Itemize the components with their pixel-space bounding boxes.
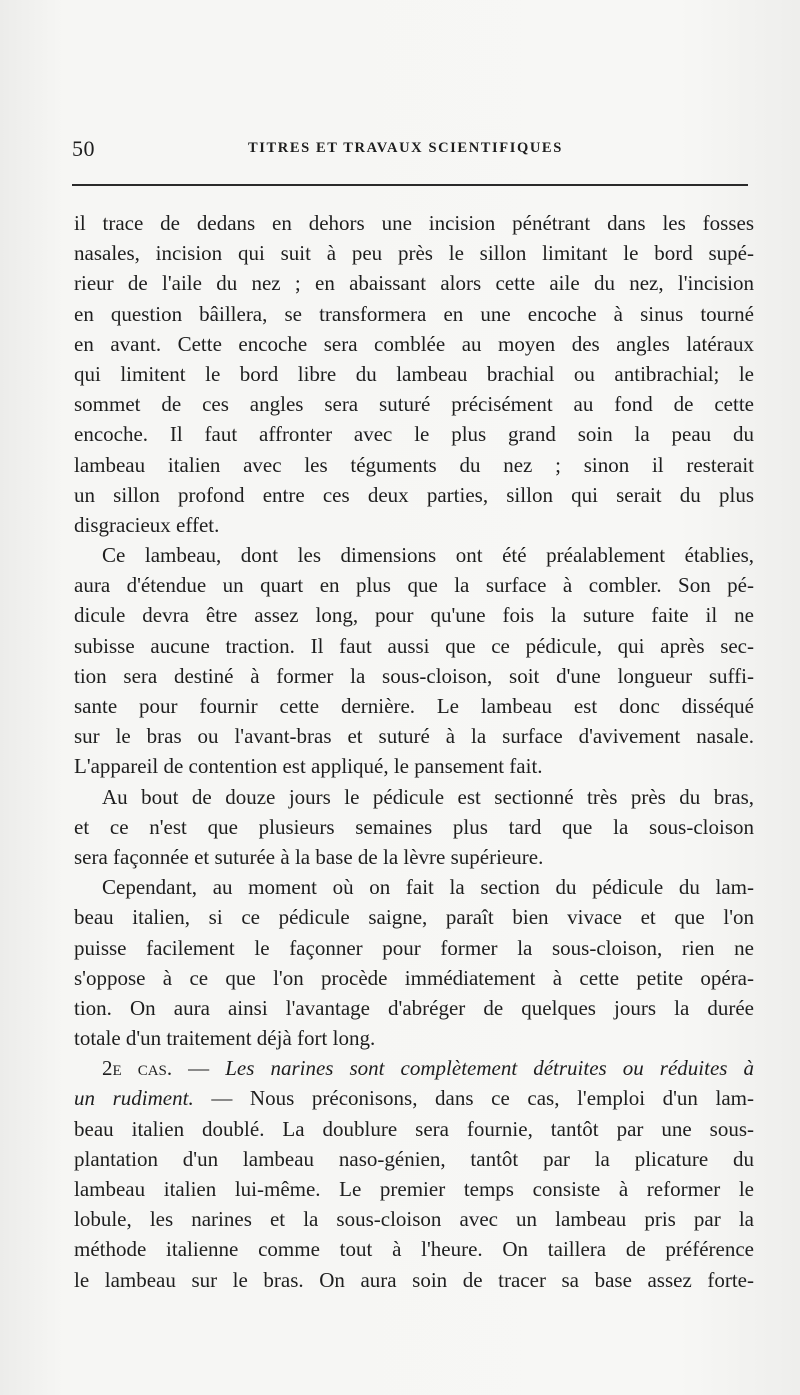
- text-line: lambeau italien avec les téguments du nez ; sinon il resterait: [74, 452, 754, 477]
- text-line: et ce n'est que plusieurs semaines plus tard que la sous-cloison: [74, 814, 754, 839]
- text-line: plantation d'un lambeau naso-génien, tantôt par la plicature du: [74, 1146, 754, 1171]
- text-line: rieur de l'aile du nez ; en abaissant alors cette aile du nez, l'incision: [74, 271, 754, 296]
- text-line: disgracieux effet.: [74, 512, 220, 537]
- text-line: un sillon profond entre ces deux parties, sillon qui serait du plus: [74, 482, 754, 507]
- text-line: beau italien, si ce pédicule saigne, paraît bien vivace et que l'on: [74, 905, 754, 930]
- text-line: sur le bras ou l'avant-bras et suturé à la surface d'avivement nasale.: [74, 724, 754, 749]
- text-line: encoche. Il faut affronter avec le plus grand soin la peau du: [74, 422, 754, 447]
- text-line: subisse aucune traction. Il faut aussi que ce pédicule, qui après sec-: [74, 633, 754, 658]
- text-line: méthode italienne comme tout à l'heure. On taillera de préférence: [74, 1237, 754, 1262]
- text-line: le lambeau sur le bras. On aura soin de tracer sa base assez forte-: [74, 1267, 754, 1292]
- text-line: il trace de dedans en dehors une incision pénétrant dans les fosses: [74, 211, 754, 235]
- text-line: L'appareil de contention est appliqué, le pansement fait.: [74, 754, 543, 779]
- text-line: lambeau italien lui-même. Le premier temps consiste à reformer le: [74, 1177, 754, 1201]
- case-title-line: [74, 1083, 754, 1113]
- text-line: sommet de ces angles sera suturé précisément au fond de cette: [74, 392, 754, 417]
- text-line: beau italien doublé. La doublure sera fournie, tantôt par une sous-: [74, 1116, 754, 1141]
- text-line: s'oppose à ce que l'on procède immédiatement à cette petite opéra-: [74, 965, 754, 990]
- case-label: 2e cas.: [102, 1056, 173, 1081]
- text-line: sante pour fournir cette dernière. Le lambeau est donc disséqué: [74, 694, 754, 718]
- text-line: en avant. Cette encoche sera comblée au moyen des angles latéraux: [74, 331, 754, 356]
- text-line: en question bâillera, se transformera en une encoche à sinus tourné: [74, 301, 754, 326]
- case-dash: —: [172, 1056, 226, 1081]
- text-line: lobule, les narines et la sous-cloison avec un lambeau pris par la: [74, 1207, 754, 1232]
- text-line: dicule devra être assez long, pour qu'une fois la suture faite il ne: [74, 603, 754, 628]
- text-line: tion. On aura ainsi l'avantage d'abréger de quelques jours la durée: [74, 995, 754, 1020]
- case-heading-line: [74, 1053, 754, 1083]
- text-line: qui limitent le bord libre du lambeau brachial ou antibrachial; le: [74, 361, 754, 386]
- text-line: Ce lambeau, dont les dimensions ont été préalablement établies,: [102, 543, 754, 568]
- case-intro-text: — Nous préconisons, dans ce cas, l'emploi d'un lam-: [193, 1086, 755, 1111]
- running-title: TITRES ET TRAVAUX SCIENTIFIQUES: [248, 140, 563, 156]
- text-line: Au bout de douze jours le pédicule est sectionné très près du bras,: [102, 784, 754, 809]
- text-line: puisse facilement le façonner pour former la sous-cloison, rien ne: [74, 935, 754, 960]
- body-text: [74, 208, 754, 1295]
- text-line: nasales, incision qui suit à peu près le sillon limitant le bord supé-: [74, 241, 754, 266]
- case-title-part1: Les narines sont complètement détruites ou réduites à: [225, 1056, 754, 1081]
- case-title-part2: un rudiment.: [74, 1086, 194, 1111]
- text-line: aura d'étendue un quart en plus que la surface à combler. Son pé-: [74, 573, 754, 598]
- text-line: sera façonnée et suturée à la base de la lèvre supérieure.: [74, 844, 544, 869]
- text-line: tion sera destiné à former la sous-cloison, soit d'une longueur suffi-: [74, 663, 754, 688]
- header-rule: [72, 184, 748, 186]
- text-line: Cependant, au moment où on fait la section du pédicule du lam-: [102, 875, 754, 900]
- text-line: totale d'un traitement déjà fort long.: [74, 1026, 376, 1051]
- page-number: 50: [72, 136, 95, 161]
- page-header: [72, 136, 752, 168]
